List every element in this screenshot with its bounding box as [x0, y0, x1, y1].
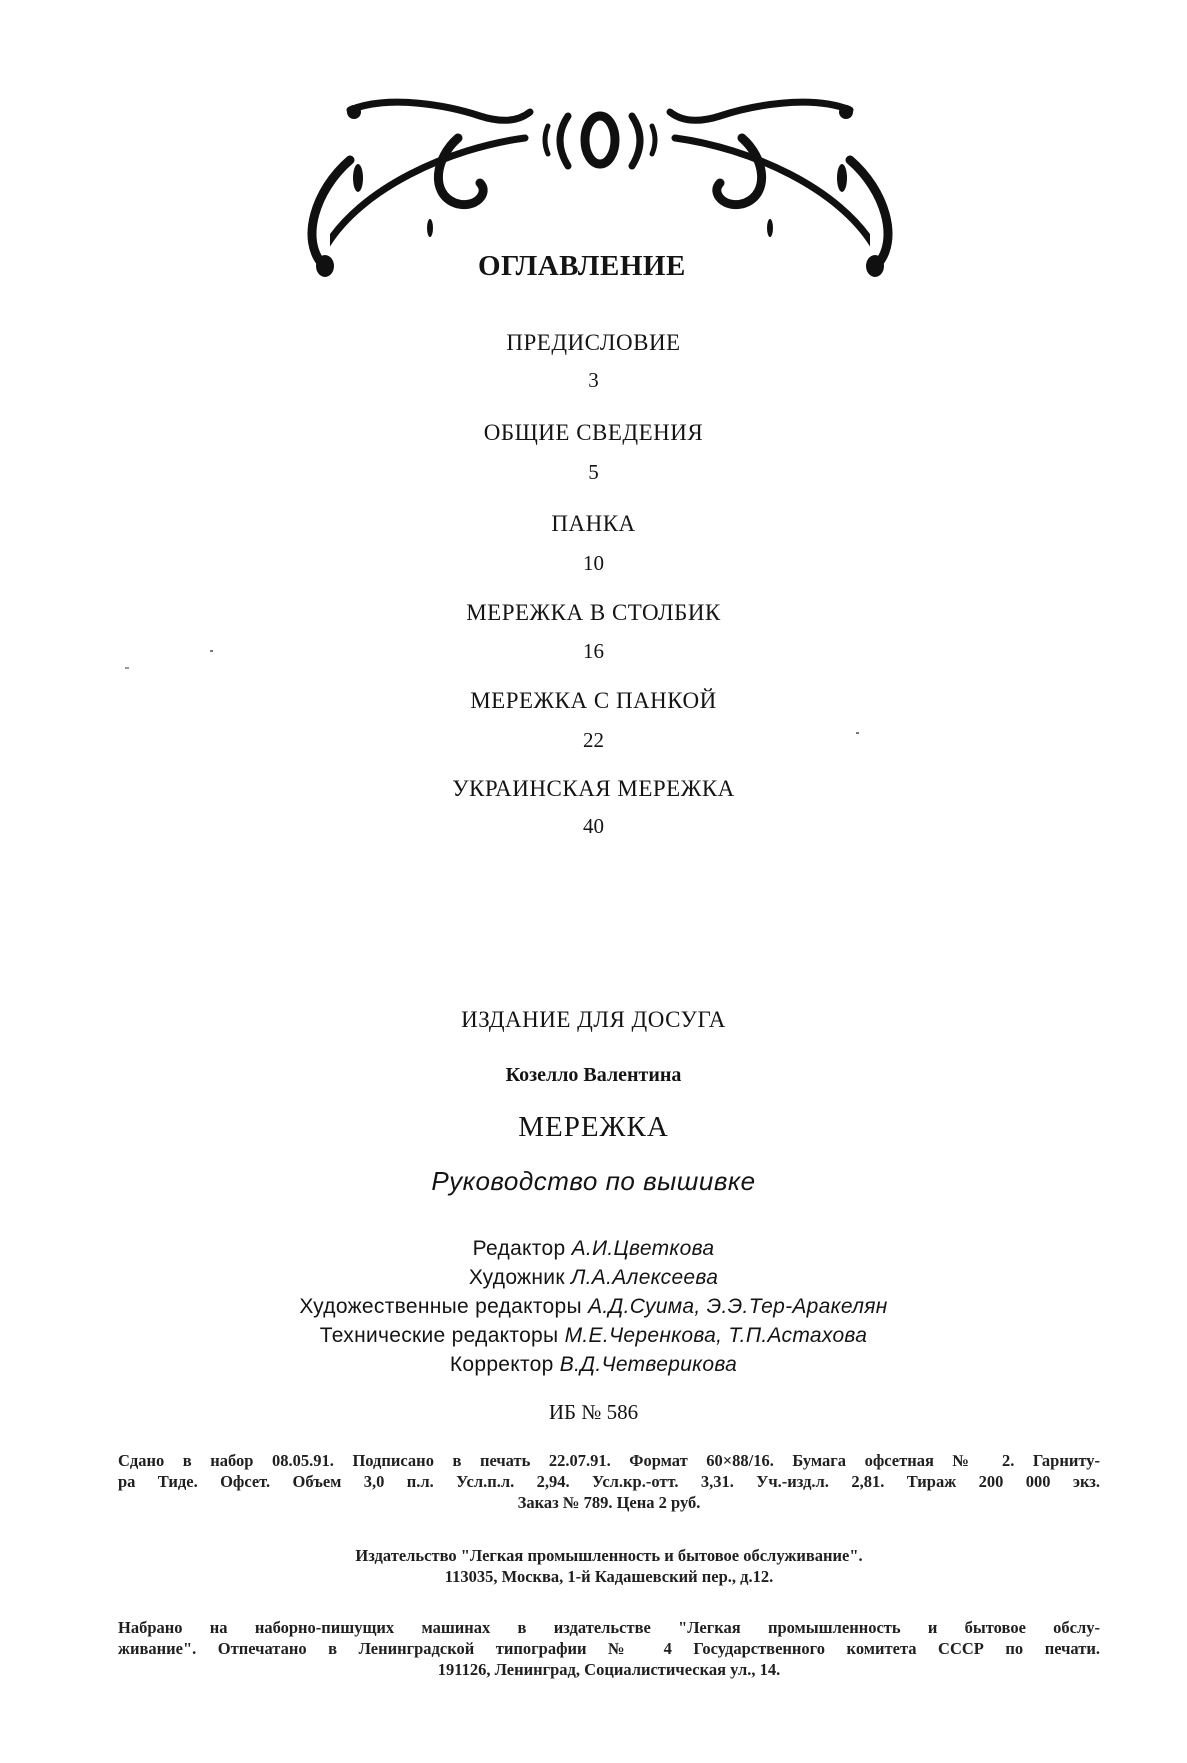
toc-entry-label: УКРАИНСКАЯ МЕРЕЖКА: [452, 776, 735, 801]
scan-speck: [856, 732, 859, 734]
credit-line: [0, 1324, 1187, 1348]
publisher-details: [118, 1545, 1100, 1587]
series-label: ИЗДАНИЕ ДЛЯ ДОСУГА: [461, 1007, 726, 1032]
print-line: ра Тиде. Офсет. Объем 3,0 п.л. Усл.п.л. 2,94. Усл.кр.-отт. 3,31. Уч.-изд.л. 2,81. Тираж 200 000 экз.: [118, 1472, 1100, 1491]
toc-entry-label: ОБЩИЕ СВЕДЕНИЯ: [483, 420, 704, 445]
credit-names: Л.А.Алексеева: [570, 1266, 719, 1289]
credit-role: Редактор: [472, 1237, 566, 1260]
typeset-line: Набрано на наборно-пишущих машинах в издательстве "Легкая промышленность и бытовое обслу-: [118, 1618, 1100, 1637]
toc-entry-label: МЕРЕЖКА С ПАНКОЙ: [470, 688, 717, 713]
credit-line: [0, 1237, 1187, 1261]
credit-role: Художник: [468, 1266, 565, 1289]
toc-entry-page: 3: [588, 368, 599, 392]
typeset-line: живание". Отпечатано в Ленинградской типографии № 4 Государственного комитета СССР по печати.: [118, 1639, 1100, 1658]
credit-role: Художественные редакторы: [299, 1295, 582, 1318]
typeset-details: [118, 1617, 1100, 1680]
toc-entry-label: МЕРЕЖКА В СТОЛБИК: [466, 600, 721, 625]
book-subtitle: Руководство по вышивке: [431, 1166, 756, 1196]
scan-speck: [125, 667, 129, 669]
ib-number: ИБ № 586: [548, 1400, 639, 1424]
toc-entry-page: 10: [583, 551, 604, 575]
print-line: Сдано в набор 08.05.91. Подписано в печать 22.07.91. Формат 60×88/16. Бумага офсетная № 2. Гарниту-: [118, 1451, 1100, 1470]
toc-entry-page: 5: [588, 460, 599, 484]
toc-entry-label: ПАНКА: [551, 511, 636, 536]
credit-names: А.Д.Суима, Э.Э.Тер-Аракелян: [588, 1295, 888, 1318]
typeset-line: 191126, Ленинград, Социалистическая ул., 14.: [437, 1660, 781, 1679]
credit-line: [0, 1266, 1187, 1290]
credit-line: [0, 1353, 1187, 1377]
toc-entry-page: 16: [583, 639, 604, 663]
credit-names: В.Д.Четверикова: [559, 1353, 738, 1376]
credit-names: А.И.Цветкова: [571, 1237, 715, 1260]
credit-role: Технические редакторы: [319, 1324, 559, 1347]
toc-entry-label: ПРЕДИСЛОВИЕ: [506, 330, 681, 355]
publisher-line: 113035, Москва, 1-й Кадашевский пер., д.12.: [444, 1567, 774, 1586]
toc-entry-page: 40: [583, 814, 604, 838]
toc-entry-page: 22: [583, 728, 604, 752]
credit-role: Корректор: [449, 1353, 554, 1376]
print-line: Заказ № 789. Цена 2 руб.: [517, 1493, 701, 1512]
publisher-line: Издательство "Легкая промышленность и бытовое обслуживание".: [355, 1546, 863, 1565]
author-name: Козелло Валентина: [505, 1064, 682, 1086]
print-details: [118, 1450, 1100, 1513]
book-title: МЕРЕЖКА: [518, 1111, 669, 1143]
scan-speck: [210, 650, 213, 652]
credit-names: М.Е.Черенкова, Т.П.Астахова: [564, 1324, 868, 1347]
toc-title: ОГЛАВЛЕНИЕ: [478, 250, 686, 282]
credit-line: [0, 1295, 1187, 1319]
